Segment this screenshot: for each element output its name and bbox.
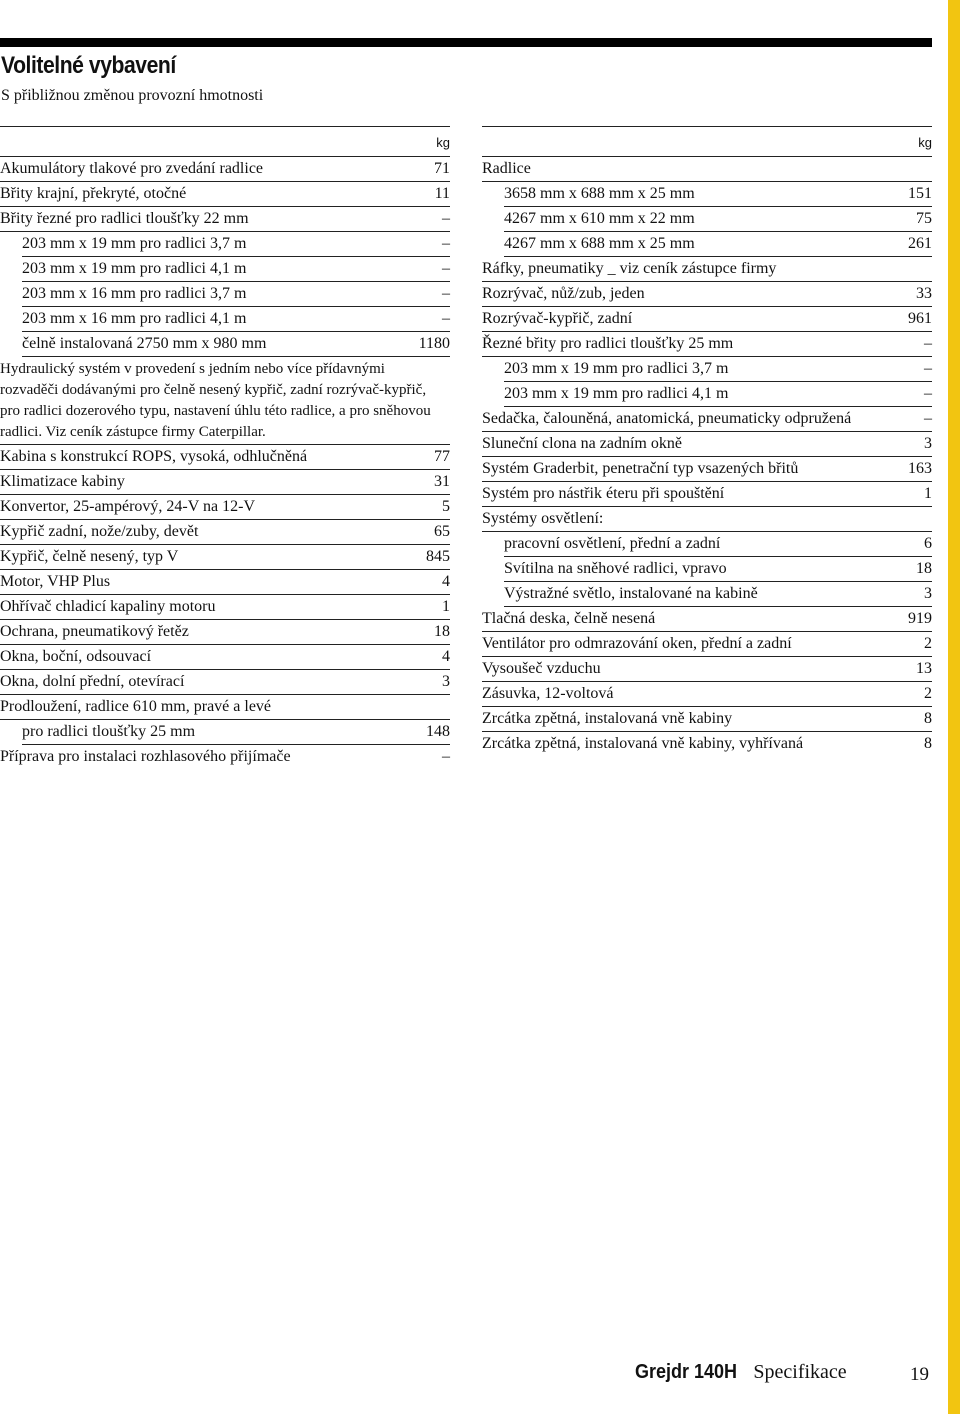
item-weight: 1 — [442, 598, 450, 615]
item-weight: – — [924, 335, 932, 352]
item-weight: 71 — [434, 160, 450, 177]
page-title: Volitelné vybavení — [1, 52, 176, 79]
footer-brand — [635, 1361, 847, 1384]
list-item — [482, 482, 932, 507]
list-item — [22, 282, 450, 307]
item-label: Akumulátory tlakové pro zvedání radlice — [0, 160, 264, 177]
item-weight: 3 — [442, 673, 450, 690]
item-weight: 65 — [434, 523, 450, 540]
item-weight: 2 — [924, 635, 932, 652]
list-item — [0, 645, 450, 670]
list-item — [0, 520, 450, 545]
item-weight: 8 — [924, 735, 932, 752]
unit-label: kg — [436, 135, 450, 150]
item-label: Sedačka, čalouněná, anatomická, pneumaticky odpružená — [482, 410, 852, 427]
item-weight: 961 — [908, 310, 932, 327]
item-weight: 33 — [916, 285, 932, 302]
list-item — [482, 632, 932, 657]
item-weight: 18 — [916, 560, 932, 577]
list-item — [482, 682, 932, 707]
item-weight: – — [924, 410, 932, 427]
list-item — [482, 282, 932, 307]
item-weight: 11 — [434, 185, 450, 202]
list-item — [482, 432, 932, 457]
item-weight: 151 — [908, 185, 932, 202]
item-label: Kabina s konstrukcí ROPS, vysoká, odhlučněná — [0, 448, 308, 465]
item-label: Vysoušeč vzduchu — [482, 660, 601, 677]
unit-header — [0, 126, 450, 156]
list-item — [482, 407, 932, 432]
list-item — [504, 182, 932, 207]
item-weight: 1180 — [418, 335, 450, 352]
item-label: 203 mm x 16 mm pro radlici 4,1 m — [22, 310, 247, 327]
item-label: Motor, VHP Plus — [0, 573, 111, 590]
footer-model: Grejdr 140H — [635, 1361, 738, 1383]
list-item — [504, 582, 932, 607]
list-item — [482, 707, 932, 732]
item-label: Systémy osvětlení: — [482, 510, 604, 527]
list-item — [0, 445, 450, 470]
list-item — [0, 207, 450, 232]
item-label: 203 mm x 19 mm pro radlici 3,7 m — [504, 360, 729, 377]
item-weight: – — [442, 260, 450, 277]
list-item — [482, 657, 932, 682]
item-weight: 77 — [434, 448, 450, 465]
list-item — [482, 157, 932, 182]
list-item — [482, 307, 932, 332]
item-label: 4267 mm x 688 mm x 25 mm — [504, 235, 695, 252]
item-label: Ohřívač chladicí kapaliny motoru — [0, 598, 216, 615]
item-label: Zrcátka zpětná, instalovaná vně kabiny — [482, 710, 733, 727]
item-weight: – — [442, 310, 450, 327]
item-label: 3658 mm x 688 mm x 25 mm — [504, 185, 695, 202]
item-label: Ochrana, pneumatikový řetěz — [0, 623, 189, 640]
item-weight: 4 — [442, 648, 450, 665]
list-item — [482, 457, 932, 482]
item-weight: 163 — [908, 460, 932, 477]
page-subtitle: S přibližnou změnou provozní hmotnosti — [1, 87, 264, 104]
item-weight: 2 — [924, 685, 932, 702]
item-label: Okna, dolní přední, otevírací — [0, 673, 185, 690]
item-weight: 261 — [908, 235, 932, 252]
item-weight: 845 — [426, 548, 450, 565]
page-number: 19 — [910, 1364, 929, 1385]
item-label: Kypřič, čelně nesený, typ V — [0, 548, 179, 565]
item-label: 203 mm x 19 mm pro radlici 4,1 m — [504, 385, 729, 402]
item-label: čelně instalovaná 2750 mm x 980 mm — [22, 335, 267, 352]
list-item — [482, 507, 932, 532]
list-item — [0, 182, 450, 207]
list-item — [0, 157, 450, 182]
item-weight: – — [442, 235, 450, 252]
item-weight: – — [442, 748, 450, 765]
list-item — [504, 232, 932, 257]
item-weight: 13 — [916, 660, 932, 677]
item-label: Břity řezné pro radlici tloušťky 22 mm — [0, 210, 249, 227]
item-weight: 148 — [426, 723, 450, 740]
option-list-left — [0, 156, 450, 769]
item-weight: 6 — [924, 535, 932, 552]
item-weight: 31 — [434, 473, 450, 490]
item-weight: 4 — [442, 573, 450, 590]
item-label: Výstražné světlo, instalované na kabině — [504, 585, 758, 602]
item-label: Sluneční clona na zadním okně — [482, 435, 682, 452]
list-item — [504, 357, 932, 382]
item-label: Systém Graderbit, penetrační typ vsazených břitů — [482, 460, 799, 477]
list-item — [0, 495, 450, 520]
list-item — [504, 382, 932, 407]
item-label: 203 mm x 16 mm pro radlici 3,7 m — [22, 285, 247, 302]
list-item — [0, 745, 450, 769]
item-label: 203 mm x 19 mm pro radlici 3,7 m — [22, 235, 247, 252]
unit-label: kg — [918, 135, 932, 150]
item-label: pro radlici tloušťky 25 mm — [22, 723, 196, 740]
list-item — [482, 732, 932, 756]
item-label: Prodloužení, radlice 610 mm, pravé a levé — [0, 698, 272, 715]
item-label: Klimatizace kabiny — [0, 473, 125, 490]
accent-strip — [948, 0, 960, 1414]
list-item — [482, 607, 932, 632]
list-item — [22, 307, 450, 332]
list-item — [0, 545, 450, 570]
item-label: Radlice — [482, 160, 531, 177]
unit-header — [482, 126, 932, 156]
item-label: Ventilátor pro odmrazování oken, přední a zadní — [482, 635, 792, 652]
item-label: Břity krajní, překryté, otočné — [0, 185, 187, 202]
item-label: pracovní osvětlení, přední a zadní — [504, 535, 721, 552]
list-item — [0, 670, 450, 695]
list-item — [504, 207, 932, 232]
item-label: Zrcátka zpětná, instalovaná vně kabiny, vyhřívaná — [482, 735, 804, 752]
item-label: Okna, boční, odsouvací — [0, 648, 152, 665]
item-weight: 3 — [924, 585, 932, 602]
list-item — [0, 695, 450, 720]
item-label: Tlačná deska, čelně nesená — [482, 610, 656, 627]
item-weight: 75 — [916, 210, 932, 227]
right-column — [482, 126, 932, 756]
item-label: 203 mm x 19 mm pro radlici 4,1 m — [22, 260, 247, 277]
item-label: Rozrývač, nůž/zub, jeden — [482, 285, 645, 302]
item-label: Konvertor, 25-ampérový, 24-V na 12-V — [0, 498, 255, 515]
item-label: Zásuvka, 12-voltová — [482, 685, 614, 702]
list-item — [0, 570, 450, 595]
item-weight: – — [924, 385, 932, 402]
item-weight: 5 — [442, 498, 450, 515]
list-item — [22, 232, 450, 257]
list-item — [22, 257, 450, 282]
list-item — [482, 332, 932, 357]
item-label: Systém pro nástřik éteru při spouštění — [482, 485, 725, 502]
item-label: Kypřič zadní, nože/zuby, devět — [0, 523, 199, 540]
header-rule — [0, 38, 932, 47]
item-label: Svítilna na sněhové radlici, vpravo — [504, 560, 727, 577]
item-weight: 18 — [434, 623, 450, 640]
list-item — [504, 532, 932, 557]
item-weight: – — [442, 210, 450, 227]
list-item — [504, 557, 932, 582]
list-item — [22, 720, 450, 745]
list-item — [0, 357, 450, 445]
item-label: Ráfky, pneumatiky _ viz ceník zástupce firmy — [482, 260, 777, 277]
item-label: Hydraulický systém v provedení s jedním nebo více přídavnými rozvaděči dodávanými pro čelně nesený kypřič, zadní rozrývač-kypřič, pro radlici dozerového typu, nastavení úhlu této radlice, a pro sněhovou radlici. Viz ceník zástupce firmy Caterpillar. — [0, 361, 431, 440]
item-weight: – — [924, 360, 932, 377]
item-weight: 1 — [924, 485, 932, 502]
item-label: 4267 mm x 610 mm x 22 mm — [504, 210, 695, 227]
list-item — [0, 595, 450, 620]
left-column — [0, 126, 450, 769]
item-label: Příprava pro instalaci rozhlasového přijímače — [0, 748, 291, 765]
item-label: Řezné břity pro radlici tloušťky 25 mm — [482, 335, 734, 352]
option-list-right — [482, 156, 932, 756]
list-item — [22, 332, 450, 357]
list-item — [482, 257, 932, 282]
item-weight: 3 — [924, 435, 932, 452]
list-item — [0, 620, 450, 645]
item-weight: 919 — [908, 610, 932, 627]
item-label: Rozrývač-kypřič, zadní — [482, 310, 633, 327]
item-weight: – — [442, 285, 450, 302]
item-weight: 8 — [924, 710, 932, 727]
footer-section: Specifikace — [753, 1361, 847, 1383]
list-item — [0, 470, 450, 495]
